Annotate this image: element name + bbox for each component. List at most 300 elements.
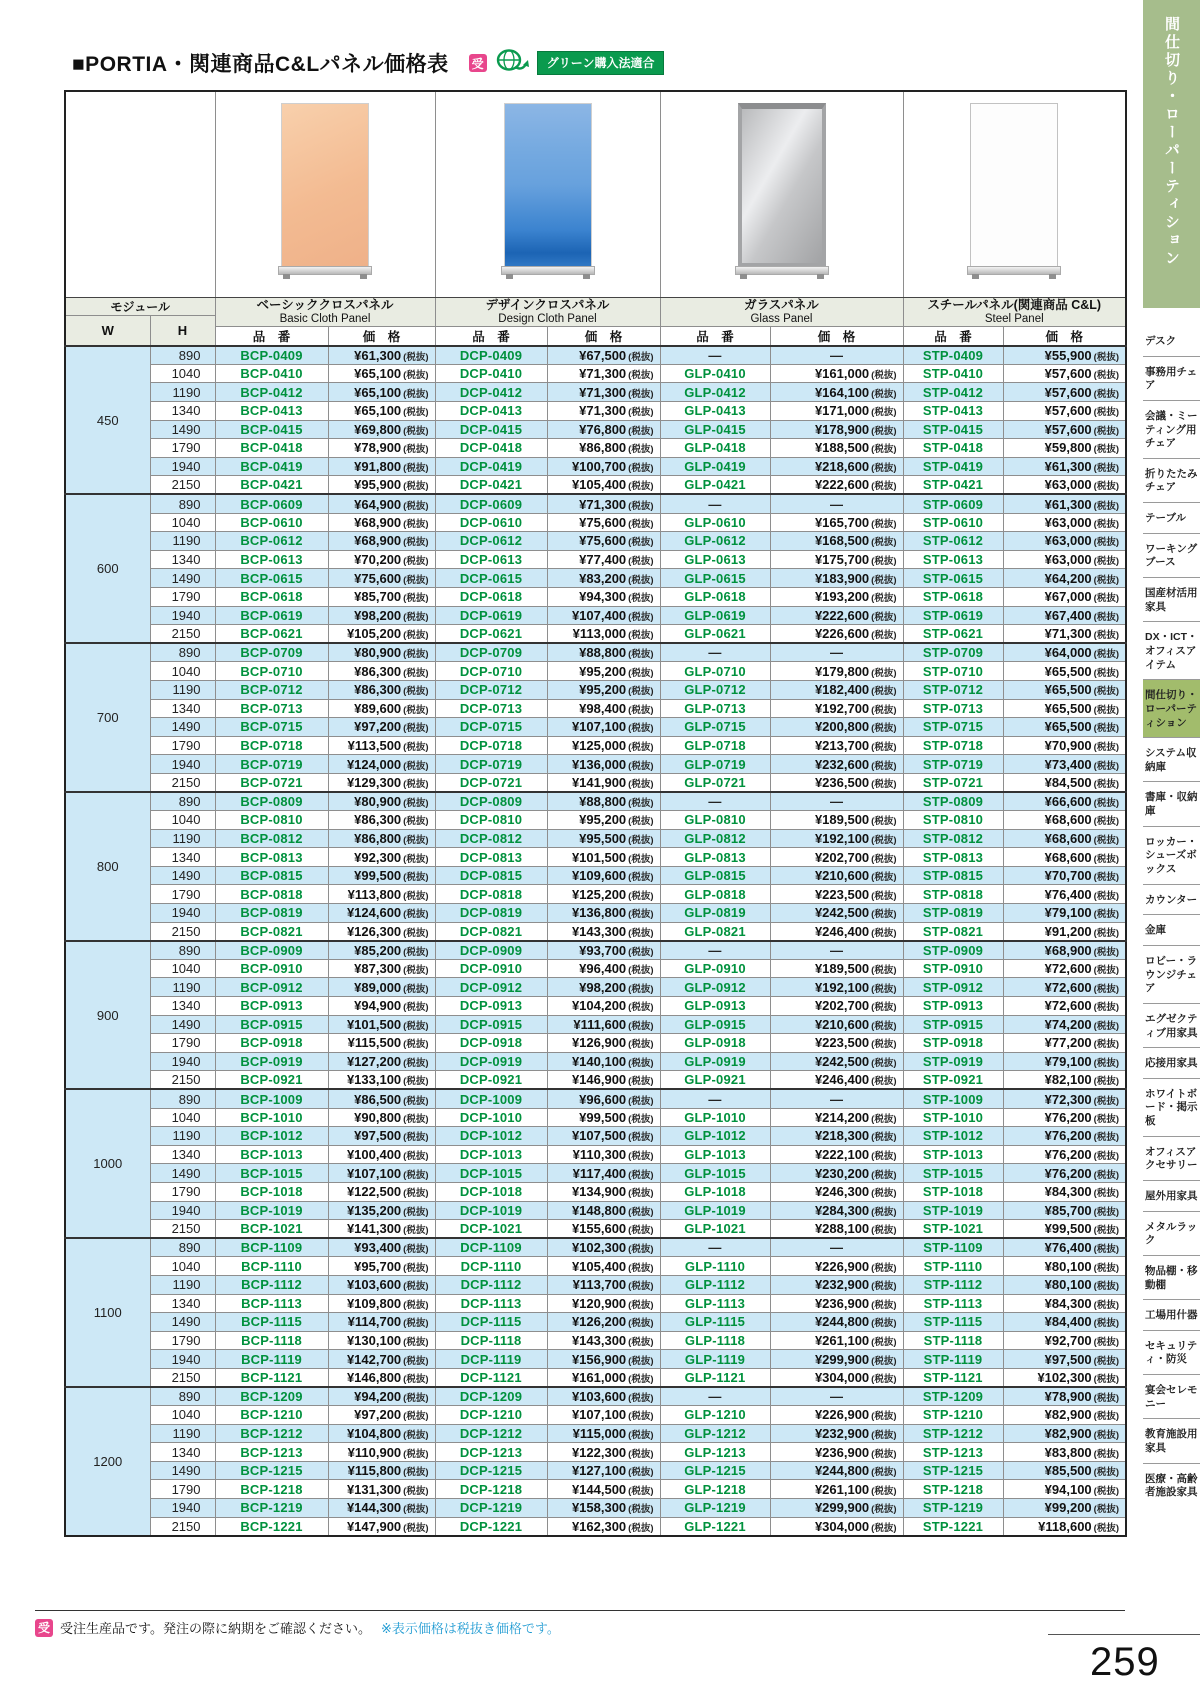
product-code-cell: BCP-1210 [215,1406,328,1425]
footer-note-text: 受注生産品です。発注の際に納期をご確認ください。 [60,1621,371,1636]
product-code-cell: STP-1110 [903,1257,1003,1276]
product-code-cell: BCP-1115 [215,1313,328,1332]
product-code-cell: BCP-0621 [215,625,328,644]
price-cell: ¥202,700 (税抜) [770,997,903,1016]
product-code-cell: DCP-0721 [435,773,547,792]
module-height-cell: 1340 [150,550,215,569]
price-cell: ¥68,900 (税抜) [1003,941,1126,960]
product-code-cell: BCP-0810 [215,811,328,830]
module-height-cell: 1040 [150,1406,215,1425]
product-code-cell: STP-1015 [903,1164,1003,1183]
price-cell: ¥242,500 (税抜) [770,904,903,923]
module-width-cell: 1100 [65,1238,150,1387]
code-header: 品 番 [215,326,328,346]
product-code-cell: BCP-0812 [215,829,328,848]
product-code-cell: DCP-0415 [435,420,547,439]
table-row [65,1443,1126,1462]
product-code-cell: DCP-0819 [435,904,547,923]
price-cell: ¥171,000 (税抜) [770,402,903,421]
module-height-cell: 1340 [150,1145,215,1164]
sidebar-item[interactable] [1143,401,1200,459]
sidebar-item-label: 教育施設用家具 [1145,1428,1198,1455]
module-height-cell: 890 [150,346,215,365]
table-row [65,1313,1126,1332]
product-code-cell: DCP-0419 [435,457,547,476]
price-cell: ¥304,000 (税抜) [770,1368,903,1387]
price-cell: ¥175,700 (税抜) [770,550,903,569]
sidebar-item[interactable] [1143,738,1200,782]
product-code-cell: GLP-0421 [660,476,770,495]
product-code-cell: STP-1019 [903,1201,1003,1220]
product-code-cell: BCP-0918 [215,1034,328,1053]
price-cell: ¥83,200 (税抜) [547,569,660,588]
price-cell: ¥246,400 (税抜) [770,922,903,941]
product-code-cell: DCP-1009 [435,1089,547,1108]
product-code-cell: BCP-1112 [215,1275,328,1294]
table-row [65,569,1126,588]
module-width-cell: 600 [65,494,150,643]
sidebar-item[interactable] [1143,503,1200,534]
price-cell: ¥99,500 (税抜) [1003,1220,1126,1239]
price-cell: ¥89,000 (税抜) [328,978,435,997]
price-cell: ¥97,200 (税抜) [328,718,435,737]
product-code-cell: BCP-0910 [215,959,328,978]
module-width-cell: 1000 [65,1089,150,1238]
module-height-cell: 1190 [150,532,215,551]
module-height-cell: 1490 [150,866,215,885]
price-cell: ¥261,100 (税抜) [770,1480,903,1499]
product-code-cell: BCP-0715 [215,718,328,737]
table-row [65,1182,1126,1201]
product-code-cell: BCP-1118 [215,1331,328,1350]
price-cell: ¥65,500 (税抜) [1003,680,1126,699]
product-code-cell: BCP-0721 [215,773,328,792]
price-cell: ¥82,900 (税抜) [1003,1406,1126,1425]
table-row [65,1499,1126,1518]
product-code-cell: DCP-0913 [435,997,547,1016]
sidebar-item[interactable] [1143,1004,1200,1048]
product-code-cell: — [660,346,770,365]
product-code-cell: DCP-1109 [435,1238,547,1257]
product-code-cell: BCP-0618 [215,587,328,606]
product-code-cell: STP-0619 [903,606,1003,625]
price-cell: ¥93,400 (税抜) [328,1238,435,1257]
price-cell: ¥161,000 (税抜) [770,364,903,383]
product-code-cell: GLP-1121 [660,1368,770,1387]
code-header: 品 番 [435,326,547,346]
price-cell: ¥82,900 (税抜) [1003,1424,1126,1443]
product-code-cell: STP-0609 [903,494,1003,513]
sidebar-item[interactable] [1143,1212,1200,1256]
sidebar-item[interactable] [1143,1256,1200,1300]
price-cell: ¥86,800 (税抜) [547,439,660,458]
module-height-cell: 1340 [150,848,215,867]
product-code-cell: DCP-1015 [435,1164,547,1183]
price-cell: ¥70,700 (税抜) [1003,866,1126,885]
price-cell: ¥77,200 (税抜) [1003,1034,1126,1053]
product-code-cell: BCP-0809 [215,792,328,811]
sidebar-item-label: 物品棚・移動棚 [1145,1264,1198,1291]
price-cell: ¥76,200 (税抜) [1003,1108,1126,1127]
product-code-cell: DCP-1110 [435,1257,547,1276]
code-header: 品 番 [660,326,770,346]
product-code-cell: — [660,1387,770,1406]
product-code-cell: GLP-0615 [660,569,770,588]
price-cell: ¥117,400 (税抜) [547,1164,660,1183]
price-cell: ¥79,100 (税抜) [1003,904,1126,923]
column-header-jp: デザインクロスパネル [485,297,610,312]
sidebar-item-label: ワーキングブース [1145,542,1198,569]
product-code-cell: BCP-1221 [215,1517,328,1536]
price-cell: ¥299,900 (税抜) [770,1350,903,1369]
module-height-cell: 1340 [150,1443,215,1462]
product-code-cell: GLP-1118 [660,1331,770,1350]
product-code-cell: DCP-0921 [435,1071,547,1090]
price-cell: ¥232,900 (税抜) [770,1424,903,1443]
price-cell: ¥126,900 (税抜) [547,1034,660,1053]
module-height-cell: 1190 [150,1127,215,1146]
product-code-cell: DCP-1119 [435,1350,547,1369]
sidebar-item-label: 国産材活用家具 [1145,587,1198,613]
sidebar-item[interactable] [1143,1300,1200,1331]
sidebar-item-label: デスク [1145,335,1177,347]
module-height-cell: 2150 [150,1368,215,1387]
table-row [65,402,1126,421]
sidebar-item[interactable] [1143,357,1200,401]
green-purchase-badge: グリーン購入法適合 [537,51,665,75]
product-code-cell: STP-0610 [903,513,1003,532]
sidebar-item[interactable] [1143,326,1200,357]
product-code-cell: GLP-1218 [660,1480,770,1499]
product-code-cell: STP-1113 [903,1294,1003,1313]
sidebar-item[interactable] [1143,782,1200,826]
price-cell: ¥84,300 (税抜) [1003,1294,1126,1313]
price-cell: ¥246,400 (税抜) [770,1071,903,1090]
product-code-cell: BCP-0921 [215,1071,328,1090]
price-cell: ¥162,300 (税抜) [547,1517,660,1536]
price-cell: ¥141,900 (税抜) [547,773,660,792]
price-cell: ¥144,500 (税抜) [547,1480,660,1499]
product-code-cell: BCP-1109 [215,1238,328,1257]
product-code-cell: DCP-1013 [435,1145,547,1164]
price-cell: ¥147,900 (税抜) [328,1517,435,1536]
module-height-cell: 890 [150,1238,215,1257]
product-code-cell: DCP-0815 [435,866,547,885]
column-header-glass [660,297,903,326]
module-height-cell: 1040 [150,1108,215,1127]
product-code-cell: DCP-0710 [435,662,547,681]
price-cell: ¥79,100 (税抜) [1003,1052,1126,1071]
product-code-cell: GLP-0818 [660,885,770,904]
price-cell: ¥82,100 (税抜) [1003,1071,1126,1090]
price-cell: ¥155,600 (税抜) [547,1220,660,1239]
price-cell: ¥86,300 (税抜) [328,662,435,681]
sidebar-item[interactable] [1143,459,1200,503]
product-code-cell: STP-1010 [903,1108,1003,1127]
product-code-cell: GLP-0613 [660,550,770,569]
product-code-cell: DCP-1021 [435,1220,547,1239]
price-cell: ¥115,500 (税抜) [328,1034,435,1053]
sidebar-item[interactable] [1143,827,1200,885]
price-cell: ¥100,400 (税抜) [328,1145,435,1164]
price-cell: ¥202,700 (税抜) [770,848,903,867]
section-tab-partition[interactable] [1143,0,1200,308]
price-cell: ¥85,500 (税抜) [1003,1461,1126,1480]
price-cell: ¥236,900 (税抜) [770,1443,903,1462]
product-code-cell: GLP-0810 [660,811,770,830]
price-cell: ¥94,200 (税抜) [328,1387,435,1406]
table-row [65,959,1126,978]
price-cell: ¥230,200 (税抜) [770,1164,903,1183]
price-cell: ¥122,500 (税抜) [328,1182,435,1201]
sidebar-item[interactable] [1143,1331,1200,1375]
price-cell: ¥130,100 (税抜) [328,1331,435,1350]
price-cell: ¥91,800 (税抜) [328,457,435,476]
title-row [72,48,664,78]
sidebar-item[interactable] [1143,1375,1200,1419]
product-code-cell: GLP-1213 [660,1443,770,1462]
product-code-cell: BCP-1012 [215,1127,328,1146]
table-row [65,922,1126,941]
product-code-cell: STP-0812 [903,829,1003,848]
price-cell: ¥95,500 (税抜) [547,829,660,848]
sidebar-item-label: 工場用什器 [1145,1309,1198,1322]
price-cell: ¥210,600 (税抜) [770,866,903,885]
price-cell: ¥125,200 (税抜) [547,885,660,904]
module-height-cell: 1490 [150,1164,215,1183]
price-cell: ¥71,300 (税抜) [547,402,660,421]
product-code-cell: STP-0421 [903,476,1003,495]
product-code-cell: STP-0719 [903,755,1003,774]
price-header: 価 格 [328,326,435,346]
price-cell: ¥109,600 (税抜) [547,866,660,885]
price-cell: ¥94,100 (税抜) [1003,1480,1126,1499]
product-code-cell: BCP-0409 [215,346,328,365]
category-sidebar [1143,326,1200,1507]
sidebar-item[interactable] [1143,1181,1200,1212]
product-code-cell: BCP-1215 [215,1461,328,1480]
price-cell: ¥75,600 (税抜) [547,513,660,532]
product-code-cell: GLP-0913 [660,997,770,1016]
product-code-cell: STP-0710 [903,662,1003,681]
price-cell: ¥88,800 (税抜) [547,792,660,811]
price-cell: ¥109,800 (税抜) [328,1294,435,1313]
module-label: モジュール [65,297,215,315]
price-cell: ¥55,900 (税抜) [1003,346,1126,365]
section-tab-label: 間仕切り・ローパーティション [1163,16,1180,268]
price-cell: ¥63,000 (税抜) [1003,532,1126,551]
price-cell: ¥134,900 (税抜) [547,1182,660,1201]
sidebar-item[interactable] [1143,885,1200,916]
product-code-cell: STP-0409 [903,346,1003,365]
table-row [65,941,1126,960]
product-code-cell: STP-0821 [903,922,1003,941]
price-cell: ¥71,300 (税抜) [1003,625,1126,644]
product-code-cell: DCP-0412 [435,383,547,402]
price-cell: ¥74,200 (税抜) [1003,1015,1126,1034]
price-cell: ¥226,600 (税抜) [770,625,903,644]
table-row [65,662,1126,681]
price-cell: ¥105,400 (税抜) [547,476,660,495]
product-code-cell: BCP-1110 [215,1257,328,1276]
product-code-cell: GLP-1018 [660,1182,770,1201]
price-cell: ¥65,100 (税抜) [328,383,435,402]
sidebar-item[interactable] [1143,578,1200,622]
product-code-cell: STP-0413 [903,402,1003,421]
product-code-cell: DCP-1218 [435,1480,547,1499]
price-cell: — [770,1238,903,1257]
sidebar-item[interactable] [1143,1464,1200,1507]
table-row [65,885,1126,904]
price-cell: ¥68,900 (税抜) [328,532,435,551]
column-header-basic [215,297,435,326]
sidebar-item[interactable] [1143,1079,1200,1137]
basic-cloth-panel-image [215,91,435,297]
price-cell: ¥156,900 (税抜) [547,1350,660,1369]
price-cell: ¥75,600 (税抜) [547,532,660,551]
module-height-cell: 1340 [150,997,215,1016]
module-height-cell: 890 [150,941,215,960]
product-code-cell: DCP-0421 [435,476,547,495]
product-code-cell: — [660,1238,770,1257]
price-cell: ¥67,400 (税抜) [1003,606,1126,625]
product-code-cell: STP-1219 [903,1499,1003,1518]
price-cell: ¥142,700 (税抜) [328,1350,435,1369]
product-code-cell: GLP-0712 [660,680,770,699]
product-code-cell: GLP-1113 [660,1294,770,1313]
sidebar-item[interactable] [1143,915,1200,946]
price-cell: ¥115,000 (税抜) [547,1424,660,1443]
table-row [65,1089,1126,1108]
price-cell: ¥136,000 (税抜) [547,755,660,774]
sidebar-item[interactable] [1143,1048,1200,1079]
product-code-cell: BCP-0815 [215,866,328,885]
price-cell: ¥101,500 (税抜) [547,848,660,867]
price-cell: ¥178,900 (税抜) [770,420,903,439]
sidebar-item[interactable] [1143,534,1200,578]
product-code-cell: BCP-1113 [215,1294,328,1313]
product-code-cell: BCP-0718 [215,736,328,755]
product-code-cell: GLP-0419 [660,457,770,476]
product-code-cell: STP-1009 [903,1089,1003,1108]
table-row [65,1164,1126,1183]
sidebar-item[interactable] [1143,1137,1200,1181]
product-code-cell: STP-0818 [903,885,1003,904]
product-code-cell: STP-0819 [903,904,1003,923]
price-cell: ¥113,700 (税抜) [547,1275,660,1294]
price-cell: ¥218,600 (税抜) [770,457,903,476]
price-cell: ¥107,100 (税抜) [328,1164,435,1183]
product-code-cell: BCP-0712 [215,680,328,699]
product-code-cell: GLP-0412 [660,383,770,402]
table-row [65,1294,1126,1313]
product-code-cell: STP-0912 [903,978,1003,997]
product-code-cell: GLP-1010 [660,1108,770,1127]
product-code-cell: DCP-1213 [435,1443,547,1462]
module-height-cell: 1790 [150,1331,215,1350]
product-code-cell: BCP-0410 [215,364,328,383]
price-cell: ¥107,100 (税抜) [547,1406,660,1425]
sidebar-item[interactable] [1143,680,1200,738]
module-height-cell: 1040 [150,662,215,681]
product-code-cell: BCP-0615 [215,569,328,588]
price-cell: ¥284,300 (税抜) [770,1201,903,1220]
price-cell: ¥127,100 (税抜) [547,1461,660,1480]
product-code-cell: DCP-1121 [435,1368,547,1387]
product-code-cell: GLP-0721 [660,773,770,792]
module-height-cell: 1940 [150,1052,215,1071]
module-height-cell: 1340 [150,699,215,718]
product-code-cell: GLP-1215 [660,1461,770,1480]
module-height-cell: 2150 [150,773,215,792]
table-row [65,811,1126,830]
product-code-cell: GLP-1221 [660,1517,770,1536]
sidebar-item[interactable] [1143,622,1200,680]
product-code-cell: DCP-1215 [435,1461,547,1480]
product-code-cell: DCP-1219 [435,1499,547,1518]
product-code-cell: BCP-0709 [215,643,328,662]
price-cell: ¥57,600 (税抜) [1003,383,1126,402]
sidebar-item[interactable] [1143,1419,1200,1463]
page-number: 259 [1090,1640,1160,1684]
table-row [65,1275,1126,1294]
price-cell: ¥98,200 (税抜) [547,978,660,997]
module-height-cell: 2150 [150,625,215,644]
price-cell: ¥61,300 (税抜) [328,346,435,365]
product-code-cell: STP-1209 [903,1387,1003,1406]
product-code-cell: GLP-0415 [660,420,770,439]
sidebar-item-label: 折りたたみチェア [1145,467,1198,494]
price-cell: ¥99,200 (税抜) [1003,1499,1126,1518]
sidebar-item[interactable] [1143,946,1200,1004]
module-header-row [65,297,1126,315]
table-row [65,848,1126,867]
price-cell: ¥93,700 (税抜) [547,941,660,960]
module-width-cell: 700 [65,643,150,792]
product-code-cell: STP-0712 [903,680,1003,699]
price-cell: ¥120,900 (税抜) [547,1294,660,1313]
price-cell: ¥70,900 (税抜) [1003,736,1126,755]
price-cell: ¥67,500 (税抜) [547,346,660,365]
sidebar-item-label: 医療・高齢者施設家具 [1145,1472,1198,1499]
product-code-cell: BCP-0610 [215,513,328,532]
product-code-cell: STP-0412 [903,383,1003,402]
price-cell: ¥192,700 (税抜) [770,699,903,718]
table-row [65,476,1126,495]
price-cell: ¥57,600 (税抜) [1003,402,1126,421]
module-height-cell: 1190 [150,978,215,997]
price-cell: ¥84,400 (税抜) [1003,1313,1126,1332]
product-code-cell: GLP-1112 [660,1275,770,1294]
price-cell: ¥63,000 (税抜) [1003,476,1126,495]
price-cell: ¥146,900 (税抜) [547,1071,660,1090]
price-cell: ¥141,300 (税抜) [328,1220,435,1239]
price-cell: ¥68,600 (税抜) [1003,829,1126,848]
product-code-cell: STP-1018 [903,1182,1003,1201]
price-cell: — [770,941,903,960]
product-code-cell: BCP-0913 [215,997,328,1016]
price-cell: ¥213,700 (税抜) [770,736,903,755]
product-code-cell: DCP-1113 [435,1294,547,1313]
price-cell: ¥86,500 (税抜) [328,1089,435,1108]
price-cell: ¥72,600 (税抜) [1003,959,1126,978]
price-cell: ¥136,800 (税抜) [547,904,660,923]
price-cell: ¥76,200 (税抜) [1003,1145,1126,1164]
price-cell: ¥189,500 (税抜) [770,959,903,978]
price-cell: ¥143,300 (税抜) [547,922,660,941]
column-header-jp: ガラスパネル [744,297,819,312]
table-row [65,1350,1126,1369]
